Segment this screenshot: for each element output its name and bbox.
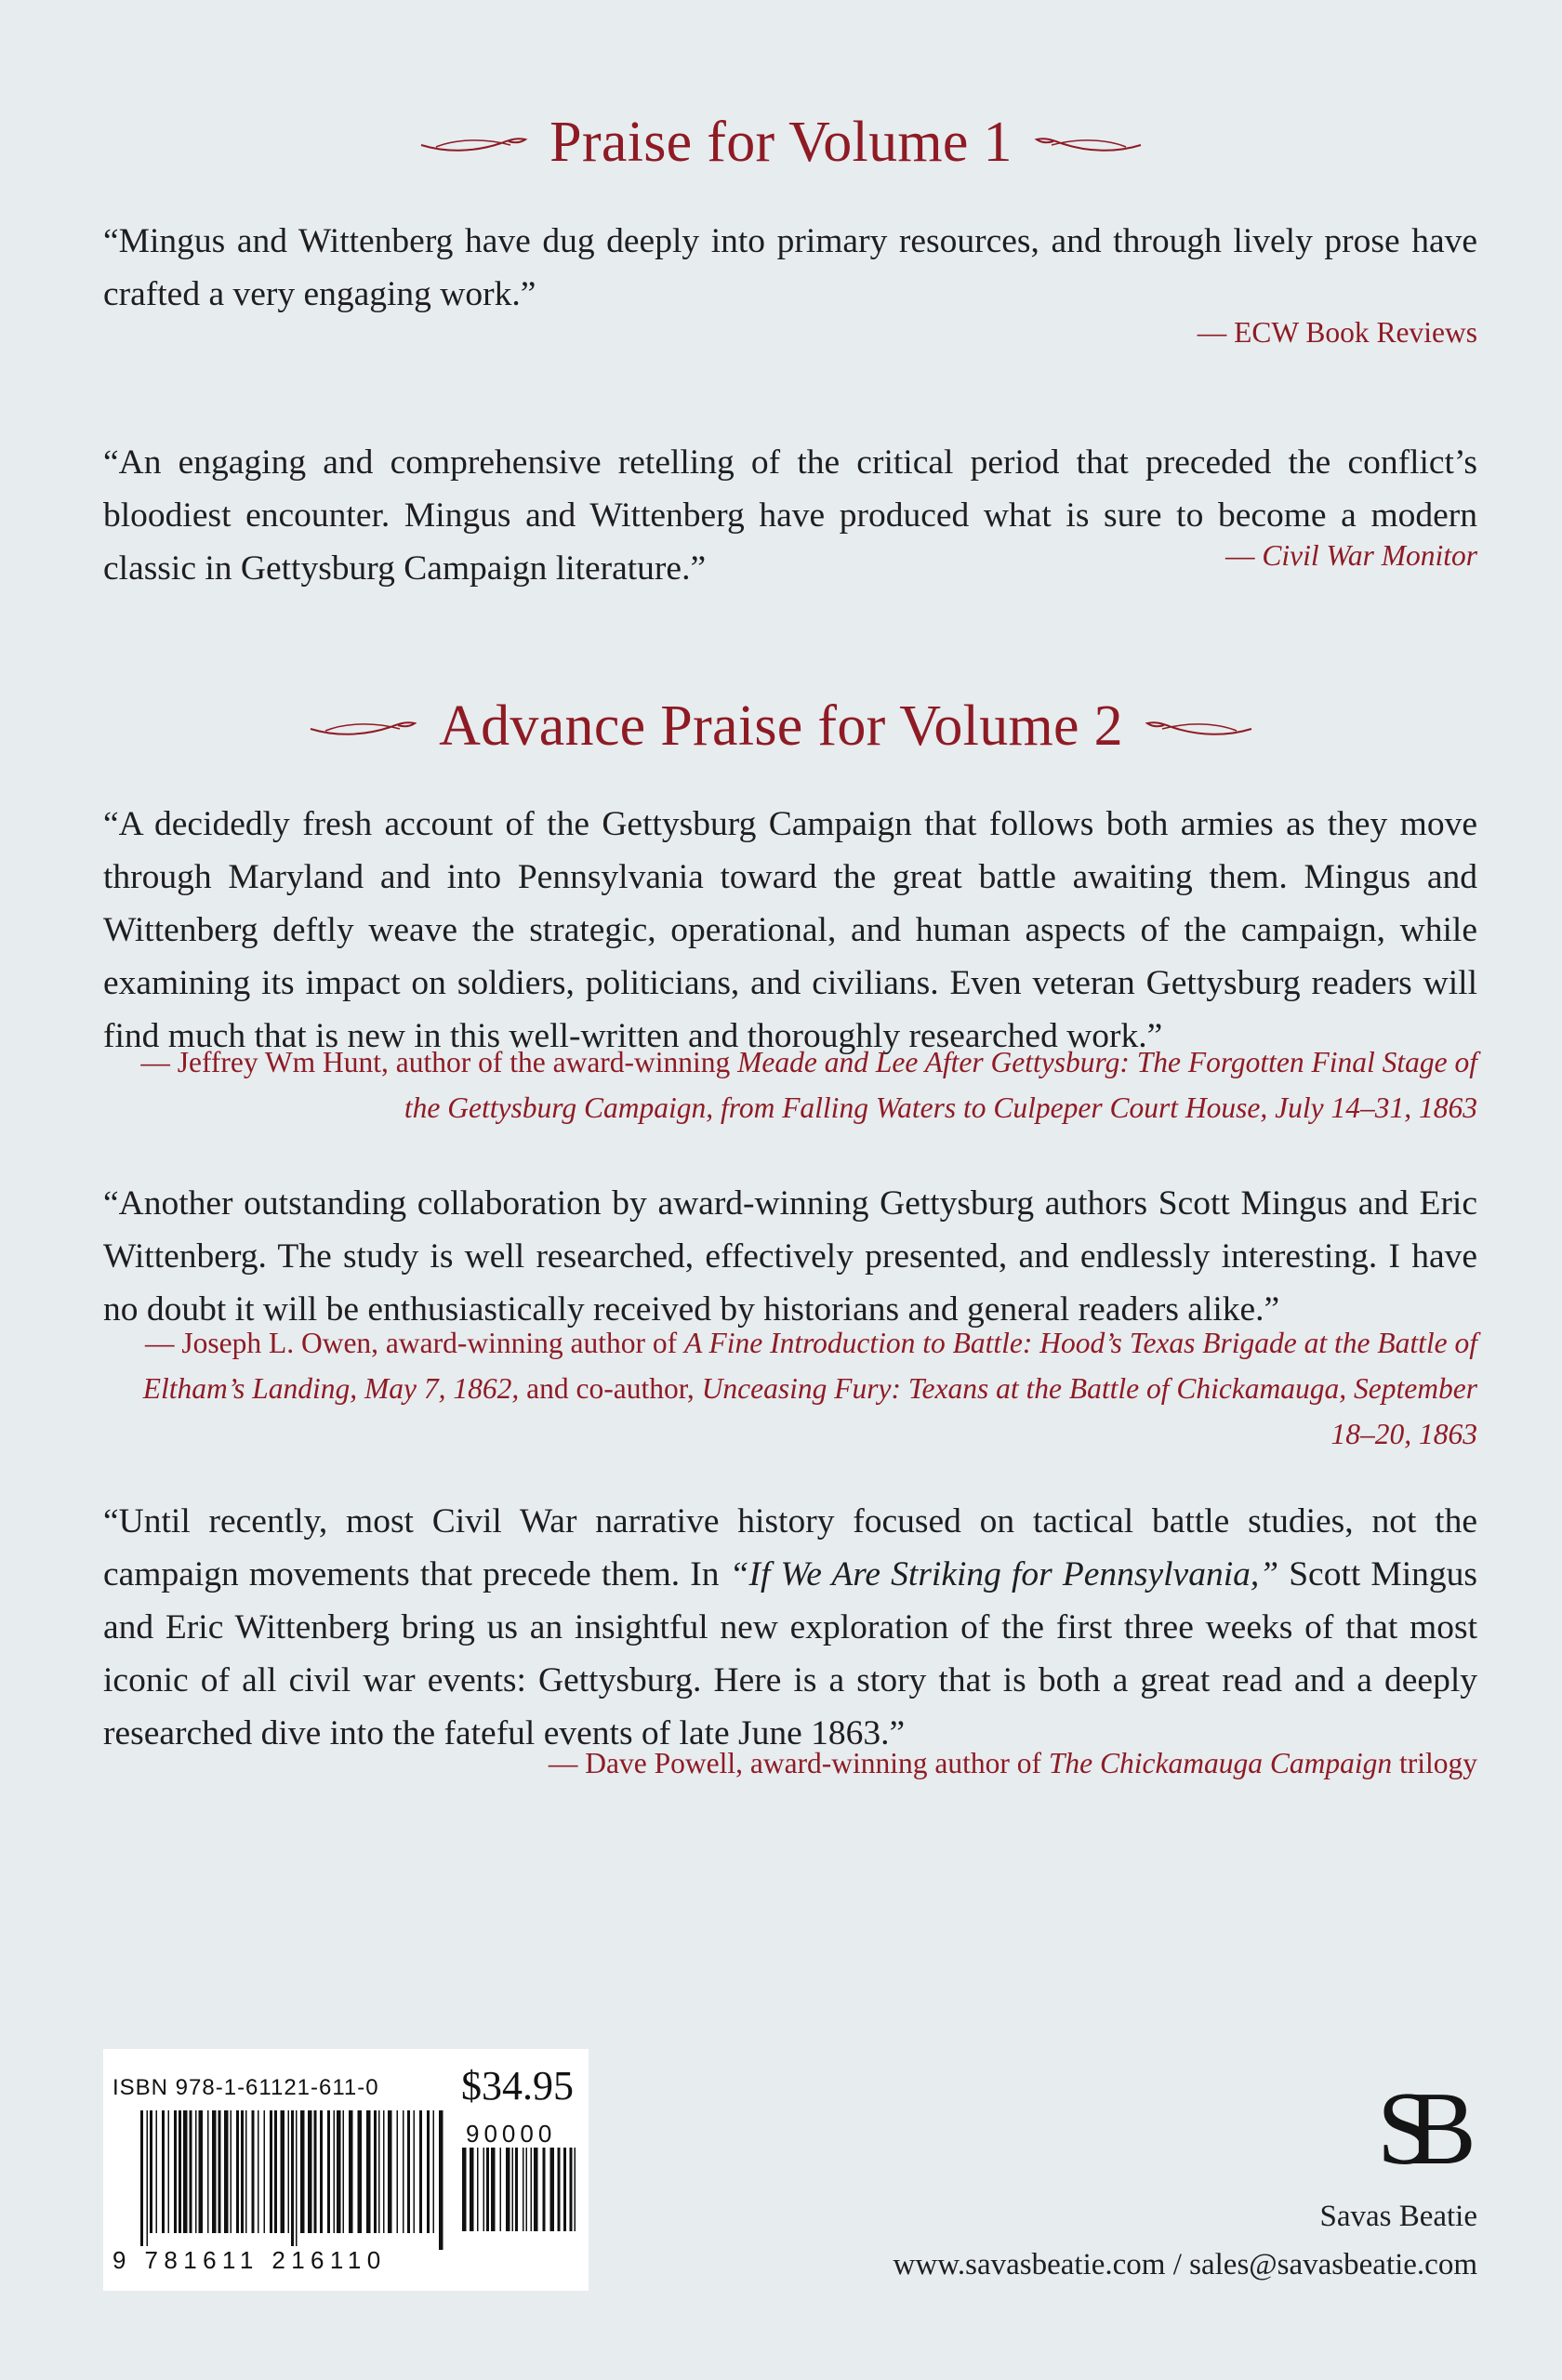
section1-title: Praise for Volume 1 bbox=[549, 111, 1013, 174]
publisher-urls[interactable]: www.savasbeatie.com / sales@savasbeatie.com bbox=[893, 2248, 1477, 2281]
attribution-cwm: — Civil War Monitor bbox=[1225, 539, 1477, 572]
attribution-powell: — Dave Powell, award-winning author of The Chickamauga Campaign trilogy bbox=[548, 1747, 1477, 1779]
quote-hunt: “A decidedly fresh account of the Gettysburg Campaign that follows both armies as they move through Maryland and into Pennsylvania toward the great battle awaiting them. Mingus and Wittenberg deftly weave the strategic, operational, and human aspects of the campaign, while examining its impact on soldiers, politicians, and civilians. Even veteran Gettysburg readers will find much that is new in this well-written and thoroughly researched work.” bbox=[103, 805, 1477, 1055]
barcode-main-icon bbox=[140, 2110, 447, 2250]
section2-heading bbox=[0, 694, 1562, 760]
flourish-right-icon bbox=[1033, 125, 1145, 162]
barcode-panel bbox=[103, 2049, 589, 2291]
flourish-left-icon bbox=[307, 708, 418, 746]
publisher-name: Savas Beatie bbox=[1319, 2200, 1477, 2233]
section2-title: Advance Praise for Volume 2 bbox=[439, 694, 1123, 758]
flourish-left-icon bbox=[417, 125, 529, 162]
attribution-ecw: — ECW Book Reviews bbox=[1197, 316, 1477, 349]
price-label: $34.95 bbox=[461, 2063, 574, 2109]
quote-owen: “Another outstanding collaboration by award-winning Gettysburg authors Scott Mingus and Eric Wittenberg. The study is well researched, effectively presented, and endlessly interesting. I have no doubt it will be enthusiastically received by historians and general readers alike.” bbox=[103, 1184, 1477, 1329]
barcode-supplement-icon bbox=[462, 2148, 579, 2248]
flourish-right-icon bbox=[1144, 708, 1255, 746]
quote-ecw: “Mingus and Wittenberg have dug deeply into primary resources, and through lively prose have crafted a very engaging work.” bbox=[103, 222, 1477, 313]
section1-heading bbox=[0, 110, 1562, 176]
attribution-hunt: — Jeffrey Wm Hunt, author of the award-winning Meade and Lee After Gettysburg: The Forgotten Final Stage of the Gettysburg Campaign, from Falling Waters to Culpeper Court House, July 14–31, 1863 bbox=[140, 1046, 1477, 1124]
attribution-owen: — Joseph L. Owen, award-winning author of A Fine Introduction to Battle: Hood’s Texas Brigade at the Battle of Eltham’s Landing, May 7, 1862, and co-author, Unceasing Fury: Texans at the Battle of Chickamauga, September 18–20, 1863 bbox=[142, 1327, 1477, 1450]
isbn-label: ISBN 978-1-61121-611-0 bbox=[113, 2075, 379, 2100]
publisher-logo: SB bbox=[1377, 2071, 1449, 2187]
quote-powell: “Until recently, most Civil War narrative history focused on tactical battle studies, not the campaign movements that precede them. In “If We Are Striking for Pennsylvania,” Scott Mingus and Eric Wittenberg bring us an insightful new exploration of the first three weeks of that most iconic of all civil war events: Gettysburg. Here is a story that is both a great read and a deeply researched dive into the fateful events of late June 1863.” bbox=[103, 1502, 1477, 1752]
supplement-number: 90000 bbox=[466, 2120, 557, 2148]
barcode-digits: 9 781611 216110 bbox=[113, 2246, 387, 2274]
quote-cwm: “An engaging and comprehensive retelling of the critical period that preceded the conflict’s bloodiest encounter. Mingus and Wittenberg have produced what is sure to become a modern classic in Gettysburg Campaign literature.” bbox=[103, 443, 1477, 588]
